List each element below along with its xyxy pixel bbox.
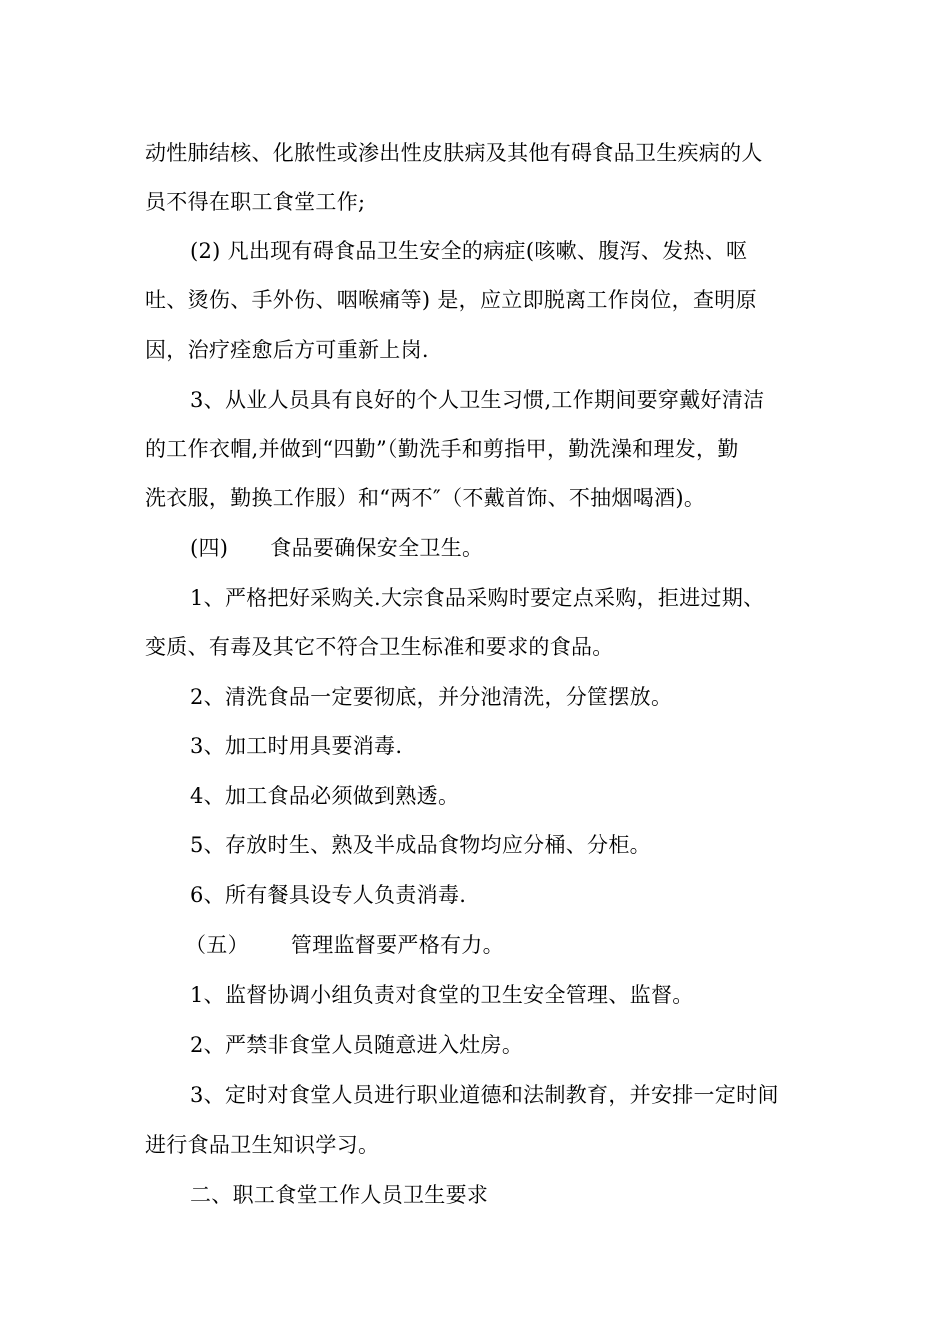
text-line: 3、加工时用具要消毒.: [190, 734, 403, 758]
text-line: 进行食品卫生知识学习。: [145, 1133, 380, 1157]
text-line: 2、清洗食品一定要彻底，并分池清洗，分筐摆放。: [190, 685, 673, 709]
section-number: （五）: [185, 933, 249, 957]
section-number: (四): [190, 536, 229, 560]
text-line: 1、严格把好采购关.大宗食品采购时要定点采购，拒进过期、: [190, 586, 765, 610]
text-line: 2、严禁非食堂人员随意进入灶房。: [190, 1033, 524, 1057]
text-line: 吐、烫伤、手外伤、咽喉痛等) 是，应立即脱离工作岗位，查明原: [145, 288, 757, 312]
text-line: 3、从业人员具有良好的个人卫生习惯,工作期间要穿戴好清洁: [190, 388, 765, 412]
text-line: 因，治疗痊愈后方可重新上岗.: [145, 338, 429, 362]
section-title: 管理监督要严格有力。: [290, 933, 504, 957]
text-line: 二、职工食堂工作人员卫生要求: [190, 1183, 489, 1207]
text-line: 4、加工食品必须做到熟透。: [190, 784, 460, 808]
text-line: 洗衣服，勤换工作服）和“两不″（不戴首饰、不抽烟喝酒)。: [145, 486, 706, 510]
text-line: 动性肺结核、化脓性或渗出性皮肤病及其他有碍食品卫生疾病的人: [145, 141, 763, 165]
section-heading: [185, 931, 855, 959]
text-line: 1、监督协调小组负责对食堂的卫生安全管理、监督。: [190, 983, 694, 1007]
text-line: 变质、有毒及其它不符合卫生标准和要求的食品。: [145, 635, 614, 659]
section-heading: [190, 534, 860, 562]
section-title: 食品要确保安全卫生。: [270, 536, 484, 560]
text-line: 的工作衣帽,并做到“四勤”（勤洗手和剪指甲，勤洗澡和理发，勤: [145, 437, 739, 461]
text-line: 6、所有餐具设专人负责消毒.: [190, 883, 467, 907]
text-line: 5、存放时生、熟及半成品食物均应分桶、分柜。: [190, 833, 651, 857]
text-line: 员不得在职工食堂工作;: [145, 190, 366, 214]
text-line: (2) 凡出现有碍食品卫生安全的病症(咳嗽、腹泻、发热、呕: [190, 239, 748, 263]
text-line: 3、定时对食堂人员进行职业道德和法制教育，并安排一定时间: [190, 1083, 779, 1107]
